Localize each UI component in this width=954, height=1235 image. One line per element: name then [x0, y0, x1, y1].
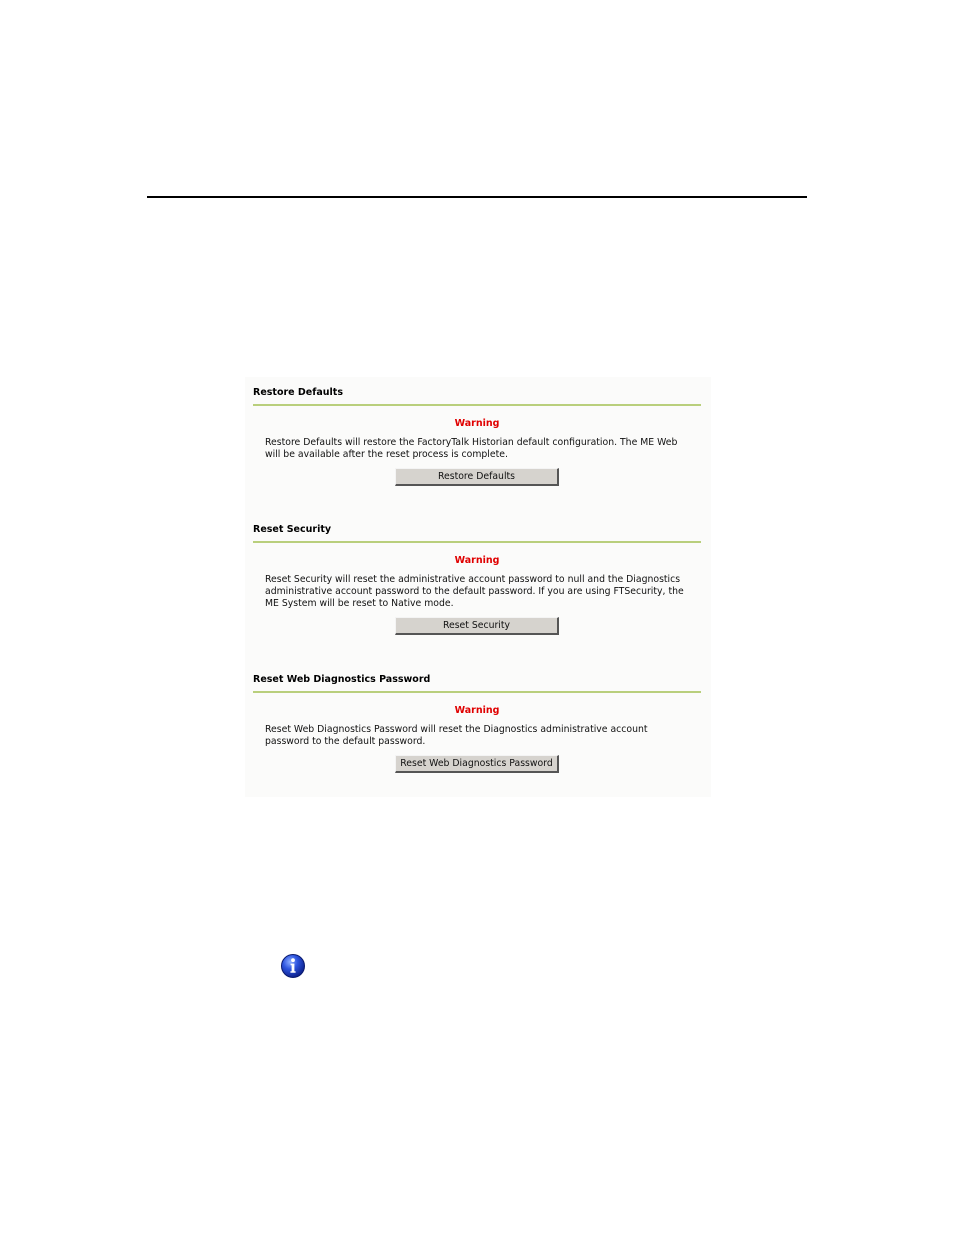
section-description: Reset Security will reset the administrative account password to null and the Diagnostics administrative account password to the default password. If you are using FTSecurity, the ME System will be reset to Native mode.: [265, 574, 684, 609]
restore-defaults-button[interactable]: Restore Defaults: [395, 468, 559, 486]
reset-security-button[interactable]: Reset Security: [395, 617, 559, 635]
section-description: Reset Web Diagnostics Password will reset the Diagnostics administrative account password to the default password.: [265, 724, 648, 747]
reset-security-section: [253, 523, 701, 631]
section-divider: [253, 541, 701, 543]
button-row: [253, 464, 701, 482]
reset-web-diagnostics-password-button[interactable]: Reset Web Diagnostics Password: [395, 755, 559, 773]
warning-label: Warning: [454, 705, 500, 716]
warning-label: Warning: [454, 555, 500, 566]
button-row: [253, 751, 701, 769]
header-rule: [147, 196, 807, 198]
section-description: Restore Defaults will restore the FactoryTalk Historian default configuration. The ME Web will be available after the reset process is complete.: [265, 437, 678, 460]
warning-label: Warning: [454, 418, 500, 429]
section-divider: [253, 691, 701, 693]
section-title: Reset Web Diagnostics Password: [253, 674, 431, 685]
button-row: [253, 613, 701, 631]
section-divider: [253, 404, 701, 406]
info-icon: [280, 953, 306, 979]
reset-web-diagnostics-password-section: [253, 673, 701, 769]
maintenance-panel: [245, 377, 711, 797]
restore-defaults-section: [253, 386, 701, 482]
section-title: Restore Defaults: [253, 387, 344, 398]
section-title: Reset Security: [253, 524, 332, 535]
